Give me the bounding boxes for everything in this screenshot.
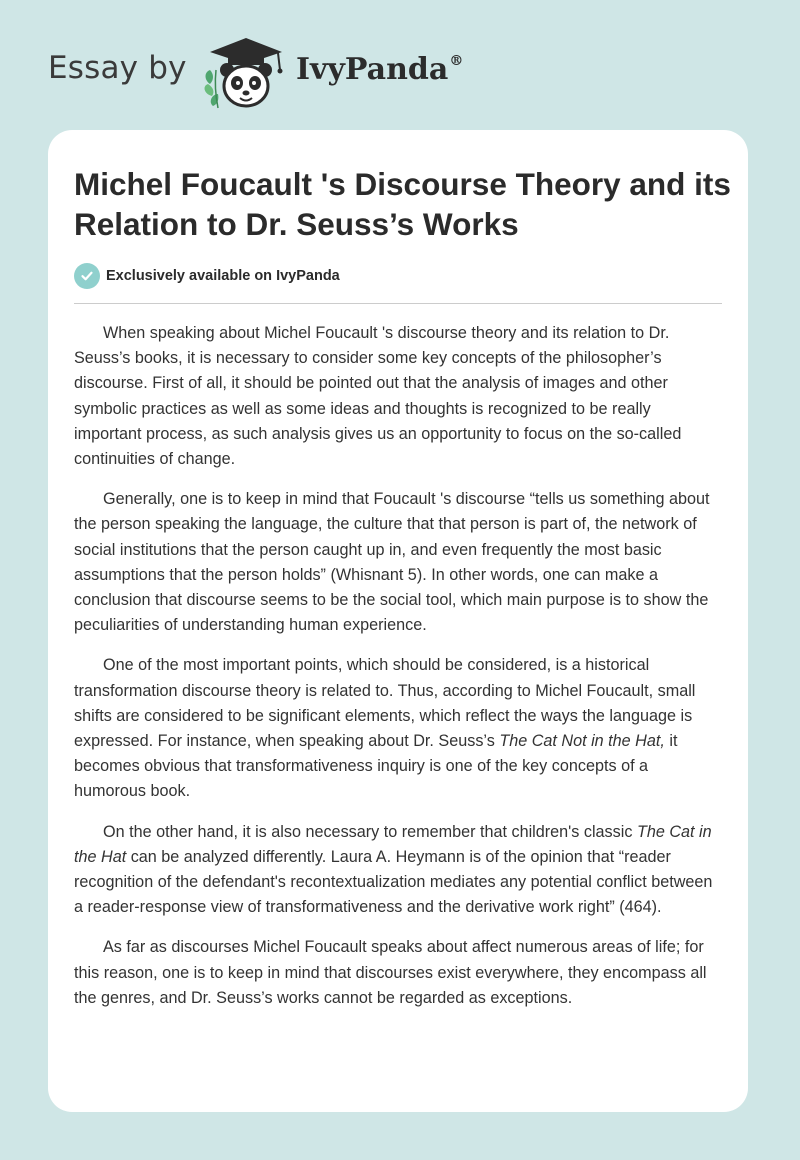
paragraph-text: can be analyzed differently. Laura A. Heymann is of the opinion that “reader recognition of the defendant's recontextualization mediates any potential conflict between a reader-response view of transformativeness and the derivative work right” (464). — [74, 847, 713, 917]
paragraph — [74, 820, 722, 921]
brand-label: IvyPanda — [296, 52, 449, 87]
check-icon — [74, 263, 100, 289]
brand-name — [296, 52, 463, 87]
essay-title: Michel Foucault 's Discourse Theory and its Relation to Dr. Seuss’s Works — [74, 166, 731, 242]
essay-by-label: Essay by — [48, 50, 187, 86]
essay-card — [48, 130, 748, 1112]
paragraph — [74, 653, 722, 804]
site-header — [48, 36, 488, 116]
exclusive-badge — [74, 263, 340, 289]
paragraph: As far as discourses Michel Foucault speaks about affect numerous areas of life; for this reason, one is to keep in mind that discourses exist everywhere, they encompass all the genres, and Dr. Seuss’s works cannot be regarded as exceptions. — [74, 938, 707, 1007]
book-title: The Cat Not in the Hat, — [499, 732, 665, 751]
essay-body — [74, 321, 722, 1026]
exclusive-badge-label: Exclusively available on IvyPanda — [106, 268, 340, 284]
paragraph-text: One of the most important points, which should be considered, is a historical transformation discourse theory is related to. Thus, according to Michel Foucault, small shifts are considered to be significant elements, which reflect the ways the language is expressed. For instance, when speaking about Dr. Seuss’s — [74, 656, 696, 751]
paragraph: When speaking about Michel Foucault 's discourse theory and its relation to Dr. Seuss’s books, it is necessary to consider some key concepts of the philosopher’s discourse. First of all, it should be pointed out that the analysis of images and other symbolic practices as well as some ideas and thoughts is recognized to be really important process, as such analysis gives us an opportunity to focus on the so-called continuities of change. — [74, 324, 682, 469]
leaf-icon — [205, 70, 219, 108]
panda-graduation-cap-icon — [200, 36, 292, 110]
book-title: The Cat in the Hat — [74, 822, 712, 866]
registered-mark: ® — [449, 53, 464, 69]
paragraph-text: it becomes obvious that transformativeness inquiry is one of the key concepts of a humorous book. — [74, 732, 678, 801]
divider — [74, 303, 722, 304]
paragraph-text: On the other hand, it is also necessary to remember that children's classic — [103, 822, 637, 841]
paragraph: Generally, one is to keep in mind that Foucault 's discourse “tells us something about the person speaking the language, the culture that that person is part of, the network of social institutions that the person caught up in, and even frequently the most basic assumptions that the person holds” (Whisnant 5). In other words, one can make a conclusion that discourse seems to be the social tool, which main purpose is to show the peculiarities of understanding human experience. — [74, 490, 710, 635]
